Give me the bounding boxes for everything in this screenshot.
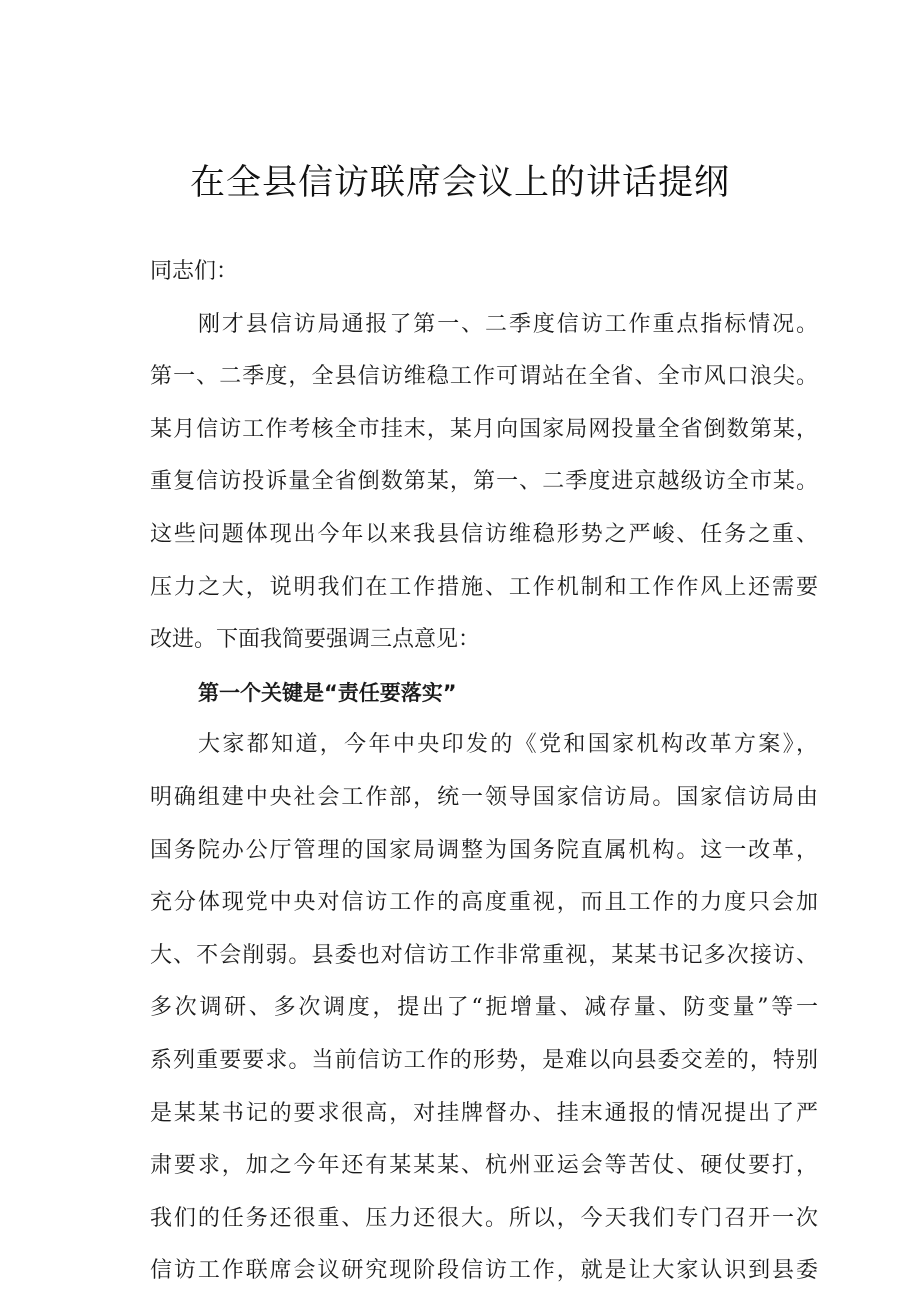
document-body bbox=[150, 246, 818, 1298]
paragraph-line: 某月信访工作考核全市挂末，某月向国家局网投量全省倒数第某， bbox=[150, 416, 818, 442]
paragraph-line: 第一、二季度，全县信访维稳工作可谓站在全省、全市风口浪尖。 bbox=[150, 364, 818, 390]
paragraph-line: 多次调研、多次调度，提出了“扼增量、减存量、防变量”等一 bbox=[150, 995, 818, 1021]
paragraph-line: 信访工作联席会议研究现阶段信访工作，就是让大家认识到县委 bbox=[150, 1258, 818, 1284]
paragraph-line: 大家都知道，今年中央印发的《党和国家机构改革方案》， bbox=[198, 732, 818, 758]
paragraph-line: 明确组建中央社会工作部，统一领导国家信访局。国家信访局由 bbox=[150, 784, 818, 810]
paragraph-line: 重复信访投诉量全省倒数第某，第一、二季度进京越级访全市某。 bbox=[150, 469, 818, 495]
greeting: 同志们： bbox=[150, 259, 239, 284]
paragraph-line: 刚才县信访局通报了第一、二季度信访工作重点指标情况。 bbox=[198, 311, 818, 337]
paragraph-line: 大、不会削弱。县委也对信访工作非常重视，某某书记多次接访、 bbox=[150, 942, 818, 968]
section-heading: 第一个关键是“责任要落实” bbox=[198, 680, 457, 705]
paragraph-line: 系列重要要求。当前信访工作的形势，是难以向县委交差的，特别 bbox=[150, 1047, 818, 1073]
document-title: 在全县信访联席会议上的讲话提纲 bbox=[189, 163, 730, 203]
paragraph-line: 充分体现党中央对信访工作的高度重视，而且工作的力度只会加 bbox=[150, 890, 818, 916]
paragraph-line: 是某某书记的要求很高，对挂牌督办、挂末通报的情况提出了严 bbox=[150, 1100, 818, 1126]
paragraph-line: 国务院办公厅管理的国家局调整为国务院直属机构。这一改革， bbox=[150, 837, 818, 863]
paragraph-line: 改进。下面我简要强调三点意见： bbox=[150, 627, 481, 653]
paragraph-line: 这些问题体现出今年以来我县信访维稳形势之严峻、任务之重、 bbox=[150, 521, 818, 547]
paragraph-line: 我们的任务还很重、压力还很大。所以，今天我们专门召开一次 bbox=[150, 1205, 818, 1231]
paragraph-line: 肃要求，加之今年还有某某某、杭州亚运会等苦仗、硬仗要打， bbox=[150, 1153, 818, 1179]
paragraph-line: 压力之大，说明我们在工作措施、工作机制和工作作风上还需要 bbox=[150, 574, 818, 600]
